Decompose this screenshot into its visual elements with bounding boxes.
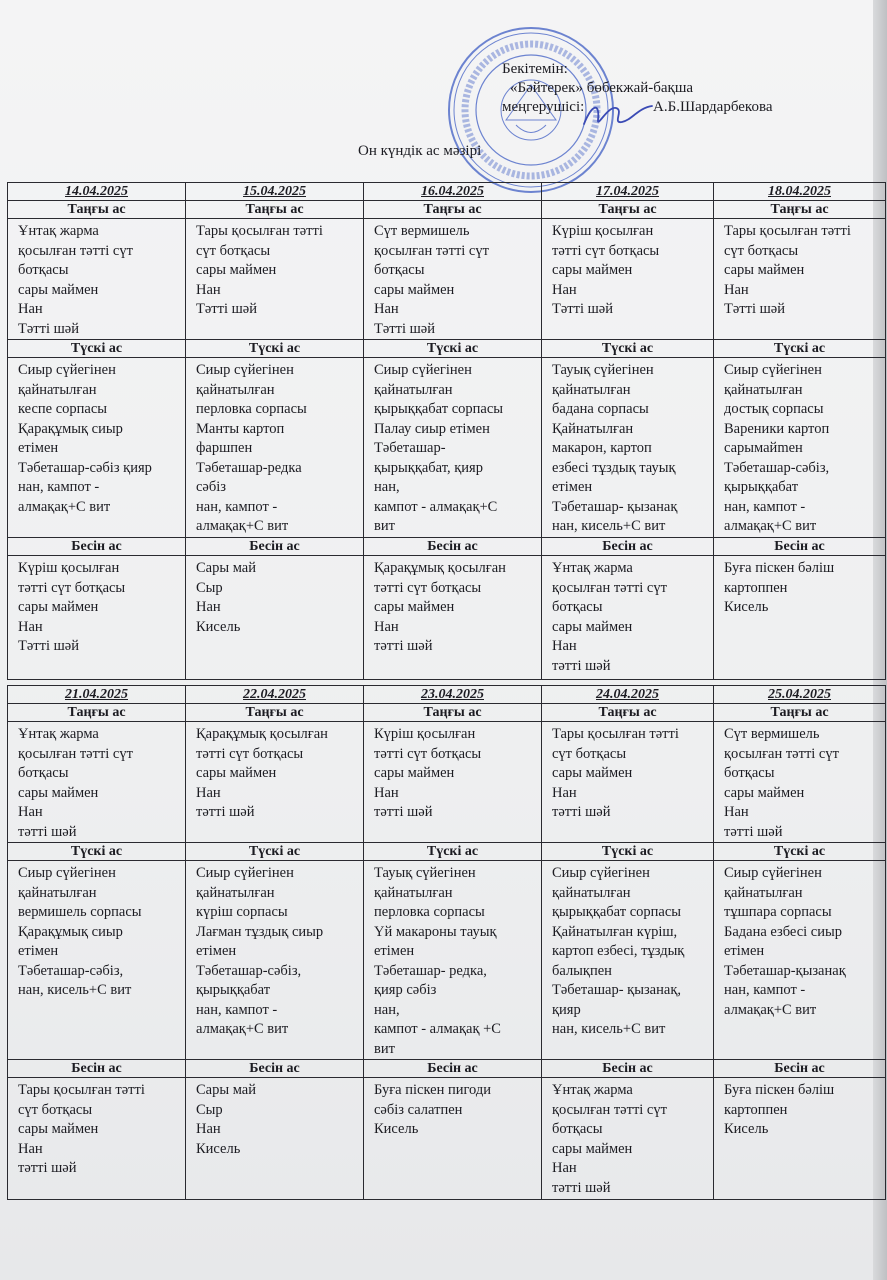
dish-item: қайнатылған <box>18 884 97 901</box>
dish-item: тәтті сүт ботқасы <box>374 745 482 762</box>
dish-item: Тәтті шәй <box>724 301 785 317</box>
dish-item: сары маймен <box>552 618 633 635</box>
dish-row-breakfast <box>8 722 886 843</box>
dish-item: сүт ботқасы <box>552 745 627 762</box>
dish-cell <box>186 861 364 1060</box>
dish-item: қияр сәбіз <box>374 982 437 998</box>
meal-label: Түскі ас <box>186 340 364 358</box>
meal-label: Таңғы ас <box>186 704 364 722</box>
date-cell: 17.04.2025 <box>542 183 714 201</box>
dish-item: сары маймен <box>374 281 455 298</box>
dish-item: қырыққабат, қияр <box>374 459 483 476</box>
dish-row-afternoon-snack <box>8 1078 886 1200</box>
dish-cell <box>8 219 186 340</box>
dish-item: етімен <box>196 943 237 959</box>
dish-item: сары маймен <box>552 262 633 278</box>
dish-item: қайнатылған <box>724 381 803 398</box>
dish-item: Нан <box>552 638 577 654</box>
dish-item: нан, кампот - <box>196 498 278 515</box>
meal-label: Түскі ас <box>8 340 186 358</box>
dish-cell <box>8 358 186 538</box>
dish-cell <box>186 556 364 680</box>
dish-item: Буға піскен пигоди <box>374 1082 492 1098</box>
dish-cell <box>542 219 714 340</box>
dish-item: Қарақұмық қосылған <box>196 726 328 742</box>
dish-item: Тәбеташар- қызанақ <box>552 498 678 515</box>
meal-label: Таңғы ас <box>8 704 186 722</box>
dish-item: Нан <box>552 281 577 298</box>
dish-item: қырыққабат <box>196 982 271 998</box>
dish-item: Сиыр сүйегінен <box>18 865 116 881</box>
dish-item: күріш сорпасы <box>196 904 288 920</box>
dish-item: Нан <box>552 1160 577 1176</box>
approval-block <box>498 60 818 117</box>
dish-item: Палау сиыр етімен <box>374 420 490 437</box>
dish-item: тәтті сүт ботқасы <box>196 745 304 762</box>
meal-label: Бесін ас <box>364 1060 542 1078</box>
dish-item: Лағман тұздық сиыр <box>196 923 324 940</box>
dish-item: тәтті шәй <box>552 657 611 674</box>
dish-item: Нан <box>196 784 221 801</box>
meal-label: Бесін ас <box>186 538 364 556</box>
meal-header-row-afternoon-snack <box>8 538 886 556</box>
dish-item: Үй макароны тауық <box>374 923 497 940</box>
dish-item: Кисель <box>724 599 769 615</box>
dish-item: Тәтті шәй <box>552 301 613 317</box>
date-row <box>8 686 886 704</box>
dish-item: сары маймен <box>18 281 99 298</box>
dish-item: Нан <box>374 301 399 317</box>
dish-item: Ұнтақ жарма <box>18 223 99 239</box>
dish-item: Тәбеташар-сәбіз, <box>196 962 302 979</box>
meal-label: Таңғы ас <box>364 704 542 722</box>
menu-table-week-1 <box>7 182 886 680</box>
dish-item: вермишель сорпасы <box>18 904 142 920</box>
dish-item: алмақақ+С вит <box>196 1021 289 1037</box>
meal-label: Бесін ас <box>714 538 886 556</box>
dish-cell <box>542 722 714 843</box>
dish-item: Нан <box>374 618 399 635</box>
dish-item: Буға піскен бәліш <box>724 1082 835 1098</box>
dish-item: қосылған тәтті сүт <box>374 242 489 259</box>
dish-item: тәтті шәй <box>724 823 783 840</box>
dish-cell <box>8 556 186 680</box>
dish-item: қырыққабат сорпасы <box>374 401 504 417</box>
dish-item: Сиыр сүйегінен <box>374 362 472 378</box>
dish-item: нан, кампот - <box>724 982 806 998</box>
dish-item: Сары май <box>196 560 256 576</box>
meal-label: Түскі ас <box>186 843 364 861</box>
dish-item: алмақақ+С вит <box>196 518 289 534</box>
meal-label: Түскі ас <box>714 843 886 861</box>
dish-item: Нан <box>196 1121 221 1137</box>
dish-item: Тәтті шәй <box>18 638 79 654</box>
dish-cell <box>186 722 364 843</box>
dish-item: тәтті шәй <box>196 804 255 820</box>
dish-item: Тары қосылған тәтті <box>552 726 679 742</box>
dish-item: Нан <box>196 281 221 298</box>
dish-item: Нан <box>724 804 749 820</box>
dish-item: нан, кампот - <box>18 479 100 495</box>
dish-item: Вареники картоп <box>724 420 830 437</box>
menu-table-week-2 <box>7 685 886 1200</box>
dish-item: картоп езбесі, тұздық <box>552 943 685 959</box>
dish-item: Ұнтақ жарма <box>552 1082 633 1098</box>
meal-label: Түскі ас <box>8 843 186 861</box>
dish-item: Тәбеташар-сәбіз қияр <box>18 459 152 476</box>
meal-label: Таңғы ас <box>542 201 714 219</box>
dish-item: сүт ботқасы <box>196 242 271 259</box>
dish-item: ботқасы <box>724 765 775 781</box>
dish-item: Тәбеташар-сәбіз, <box>18 962 124 979</box>
dish-item: кампот - алмақақ +С <box>374 1021 501 1037</box>
dish-item: Нан <box>18 618 43 635</box>
dish-item: перловка сорпасы <box>374 904 485 920</box>
dish-item: қырыққабат сорпасы <box>552 904 682 920</box>
dish-item: Тары қосылған тәтті <box>724 223 851 239</box>
dish-item: Тәтті шәй <box>18 320 79 337</box>
dish-item: макарон, картоп <box>552 440 652 456</box>
dish-item: Тәтті шәй <box>196 301 257 317</box>
dish-item: сары маймен <box>552 1140 633 1157</box>
dish-item: сары маймен <box>196 765 277 781</box>
dish-item: вит <box>374 1040 395 1057</box>
dish-cell <box>714 219 886 340</box>
dish-item: қосылған тәтті сүт <box>18 242 133 259</box>
dish-item: кеспе сорпасы <box>18 401 108 417</box>
meal-label: Бесін ас <box>8 1060 186 1078</box>
dish-item: етімен <box>724 943 765 959</box>
dish-item: езбесі тұздық тауық <box>552 459 676 476</box>
dish-item: тәтті шәй <box>374 638 433 654</box>
dish-item: Сиыр сүйегінен <box>552 865 650 881</box>
document-title: Он күндік ас мәзірі <box>358 143 482 159</box>
dish-item: нан, кисель+С вит <box>18 982 132 998</box>
dish-item: ботқасы <box>18 262 69 278</box>
institution-name: «Бәйтерек» бөбекжай-бақша <box>510 80 694 96</box>
dish-item: тәтті сүт ботқасы <box>18 579 126 596</box>
dish-item: нан, кампот - <box>724 498 806 515</box>
dish-item: Тәбеташар- <box>374 440 446 456</box>
dish-item: Ұнтақ жарма <box>552 560 633 576</box>
meal-header-row-breakfast <box>8 704 886 722</box>
meal-label: Таңғы ас <box>8 201 186 219</box>
dish-item: Күріш қосылған <box>374 726 476 742</box>
dish-cell <box>542 1078 714 1200</box>
meal-header-row-afternoon-snack <box>8 1060 886 1078</box>
dish-item: Нан <box>552 784 577 801</box>
meal-label: Таңғы ас <box>542 704 714 722</box>
meal-label: Таңғы ас <box>714 704 886 722</box>
dish-item: Сиыр сүйегінен <box>18 362 116 378</box>
dish-cell <box>714 556 886 680</box>
dish-item: сары маймен <box>18 784 99 801</box>
dish-item: Бадана езбесі сиыр <box>724 923 842 940</box>
dish-item: ботқасы <box>374 262 425 278</box>
dish-item: Тәтті шәй <box>374 320 435 337</box>
dish-item: қосылған тәтті сүт <box>552 1101 667 1118</box>
dish-item: Нан <box>18 804 43 820</box>
date-cell: 16.04.2025 <box>364 183 542 201</box>
dish-item: алмақақ+С вит <box>724 518 817 534</box>
dish-item: етімен <box>18 943 59 959</box>
dish-item: қайнатылған <box>18 381 97 398</box>
meal-label: Бесін ас <box>8 538 186 556</box>
dish-item: достық сорпасы <box>724 401 824 417</box>
dish-cell <box>714 722 886 843</box>
dish-item: нан, кисель+С вит <box>552 1021 666 1037</box>
dish-item: Сүт вермишель <box>374 223 470 239</box>
dish-item: сәбіз салатпен <box>374 1101 463 1118</box>
dish-cell <box>364 722 542 843</box>
date-cell: 21.04.2025 <box>8 686 186 704</box>
dish-cell <box>714 1078 886 1200</box>
dish-item: нан, <box>374 1001 400 1018</box>
dish-item: Тәбеташар-редка <box>196 459 302 476</box>
dish-item: сары маймен <box>724 784 805 801</box>
dish-item: нан, кисель+С вит <box>552 518 666 534</box>
dish-row-lunch <box>8 358 886 538</box>
dish-item: Кисель <box>374 1121 419 1137</box>
dish-row-lunch <box>8 861 886 1060</box>
dish-row-breakfast <box>8 219 886 340</box>
dish-item: Сиыр сүйегінен <box>196 865 294 881</box>
dish-item: қайнатылған <box>374 884 453 901</box>
dish-item: сары маймен <box>374 599 455 615</box>
dish-item: сары маймен <box>374 765 455 781</box>
dish-cell <box>186 1078 364 1200</box>
dish-item: ботқасы <box>552 1121 603 1137</box>
dish-cell <box>714 358 886 538</box>
dish-item: Буға піскен бәліш <box>724 560 835 576</box>
dish-cell <box>8 861 186 1060</box>
dish-item: Тәбеташар-сәбіз, <box>724 459 830 476</box>
dish-item: Нан <box>374 784 399 801</box>
dish-item: Тауық сүйегінен <box>552 362 654 378</box>
dish-item: алмақақ+С вит <box>724 1001 817 1018</box>
dish-item: Тары қосылған тәтті <box>196 223 323 239</box>
dish-cell <box>8 722 186 843</box>
dish-item: балықпен <box>552 962 612 979</box>
dish-item: тәтті сүт ботқасы <box>374 579 482 596</box>
dish-item: тәтті шәй <box>374 804 433 820</box>
dish-item: Тары қосылған тәтті <box>18 1082 145 1098</box>
dish-item: Күріш қосылған <box>18 560 120 576</box>
dish-item: Тәбеташар- қызанақ, <box>552 982 681 998</box>
date-cell: 25.04.2025 <box>714 686 886 704</box>
dish-item: етімен <box>374 943 415 959</box>
dish-item: Нан <box>196 599 221 615</box>
dish-item: қайнатылған <box>196 381 275 398</box>
dish-item: қырыққабат <box>724 479 799 495</box>
dish-item: тәтті шәй <box>18 1160 77 1176</box>
dish-item: сарымайmен <box>724 440 803 456</box>
dish-item: Сиыр сүйегінен <box>724 362 822 378</box>
date-cell: 14.04.2025 <box>8 183 186 201</box>
dish-cell <box>364 1078 542 1200</box>
dish-item: перловка сорпасы <box>196 401 307 417</box>
dish-cell <box>8 1078 186 1200</box>
date-cell: 23.04.2025 <box>364 686 542 704</box>
meal-label: Таңғы ас <box>364 201 542 219</box>
dish-item: тұшпара сорпасы <box>724 904 832 920</box>
dish-item: қайнатылған <box>374 381 453 398</box>
dish-cell <box>364 861 542 1060</box>
dish-item: қайнатылған <box>552 884 631 901</box>
meal-label: Түскі ас <box>542 340 714 358</box>
dish-item: Кисель <box>196 618 241 635</box>
dish-cell <box>542 556 714 680</box>
dish-item: нан, <box>374 479 400 495</box>
meal-label: Түскі ас <box>714 340 886 358</box>
date-cell: 24.04.2025 <box>542 686 714 704</box>
dish-item: сәбіз <box>196 479 227 495</box>
dish-item: сары маймен <box>18 1121 99 1137</box>
date-row <box>8 183 886 201</box>
dish-item: қосылған тәтті сүт <box>724 745 839 762</box>
dish-item: ботқасы <box>552 599 603 615</box>
dish-item: етімен <box>552 479 593 495</box>
dish-item: қосылған тәтті сүт <box>552 579 667 596</box>
dish-item: Сары май <box>196 1082 256 1098</box>
meal-header-row-breakfast <box>8 201 886 219</box>
dish-item: тәтті шәй <box>552 804 611 820</box>
dish-item: сүт ботқасы <box>18 1101 93 1118</box>
dish-item: сары маймен <box>18 599 99 615</box>
dish-cell <box>714 861 886 1060</box>
meal-label: Бесін ас <box>364 538 542 556</box>
dish-item: Нан <box>18 301 43 317</box>
dish-item: Сиыр сүйегінен <box>724 865 822 881</box>
meal-label: Түскі ас <box>542 843 714 861</box>
dish-item: Кисель <box>724 1121 769 1137</box>
meal-label: Бесін ас <box>542 538 714 556</box>
dish-item: картоппен <box>724 1101 788 1118</box>
dish-item: фаршпен <box>196 440 253 456</box>
date-cell: 18.04.2025 <box>714 183 886 201</box>
dish-item: Күріш қосылған <box>552 223 654 239</box>
date-cell: 15.04.2025 <box>186 183 364 201</box>
dish-item: ботқасы <box>18 765 69 781</box>
dish-item: Қарақұмық қосылған <box>374 560 506 576</box>
dish-item: Тәбеташар- редка, <box>374 962 487 979</box>
dish-item: вит <box>374 518 395 534</box>
dish-item: Сиыр сүйегінен <box>196 362 294 378</box>
meal-label: Бесін ас <box>714 1060 886 1078</box>
approved-label: Бекітемін: <box>502 61 568 77</box>
dish-cell <box>542 358 714 538</box>
dish-item: Сыр <box>196 1101 223 1118</box>
date-cell: 22.04.2025 <box>186 686 364 704</box>
meal-label: Түскі ас <box>364 843 542 861</box>
director-name: А.Б.Шардарбекова <box>653 99 773 115</box>
dish-item: тәтті шәй <box>18 823 77 840</box>
dish-item: қайнатылған <box>196 884 275 901</box>
dish-cell <box>364 219 542 340</box>
dish-item: Сүт вермишель <box>724 726 820 742</box>
dish-cell <box>186 219 364 340</box>
dish-item: картоппен <box>724 579 788 596</box>
meal-label: Бесін ас <box>186 1060 364 1078</box>
dish-item: Қарақұмық сиыр <box>18 923 123 940</box>
dish-item: Тәбеташар-қызанақ <box>724 962 846 979</box>
dish-cell <box>364 556 542 680</box>
dish-item: сүт ботқасы <box>724 242 799 259</box>
meal-label: Түскі ас <box>364 340 542 358</box>
dish-item: тәтті шәй <box>552 1179 611 1196</box>
dish-item: қосылған тәтті сүт <box>18 745 133 762</box>
dish-row-afternoon-snack <box>8 556 886 680</box>
dish-item: алмақақ+С вит <box>18 498 111 515</box>
dish-item: қияр <box>552 1001 581 1018</box>
meal-label: Бесін ас <box>542 1060 714 1078</box>
dish-item: қайнатылған <box>552 381 631 398</box>
meal-label: Таңғы ас <box>714 201 886 219</box>
dish-item: тәтті сүт ботқасы <box>552 242 660 259</box>
dish-item: Қайнатылған <box>552 420 634 437</box>
dish-item: Тауық сүйегінен <box>374 865 476 881</box>
dish-item: Кисель <box>196 1140 241 1157</box>
dish-item: Манты картоп <box>196 420 285 437</box>
dish-item: етімен <box>18 440 59 456</box>
dish-item: Қайнатылған күріш, <box>552 923 678 940</box>
dish-item: сары маймен <box>552 765 633 781</box>
dish-item: Нан <box>18 1140 43 1157</box>
dish-item: Қарақұмық сиыр <box>18 420 123 437</box>
dish-item: Ұнтақ жарма <box>18 726 99 742</box>
dish-cell <box>186 358 364 538</box>
meal-label: Таңғы ас <box>186 201 364 219</box>
meal-header-row-lunch <box>8 843 886 861</box>
dish-item: сары маймен <box>724 262 805 278</box>
dish-item: кампот - алмақақ+С <box>374 498 498 515</box>
dish-cell <box>364 358 542 538</box>
dish-item: қайнатылған <box>724 884 803 901</box>
dish-item: нан, кампот - <box>196 1001 278 1018</box>
dish-item: сары маймен <box>196 262 277 278</box>
director-position: меңгерушісі: <box>502 99 585 115</box>
meal-header-row-lunch <box>8 340 886 358</box>
dish-item: Сыр <box>196 579 223 596</box>
dish-item: Нан <box>724 281 749 298</box>
dish-item: бадана сорпасы <box>552 401 649 417</box>
dish-cell <box>542 861 714 1060</box>
